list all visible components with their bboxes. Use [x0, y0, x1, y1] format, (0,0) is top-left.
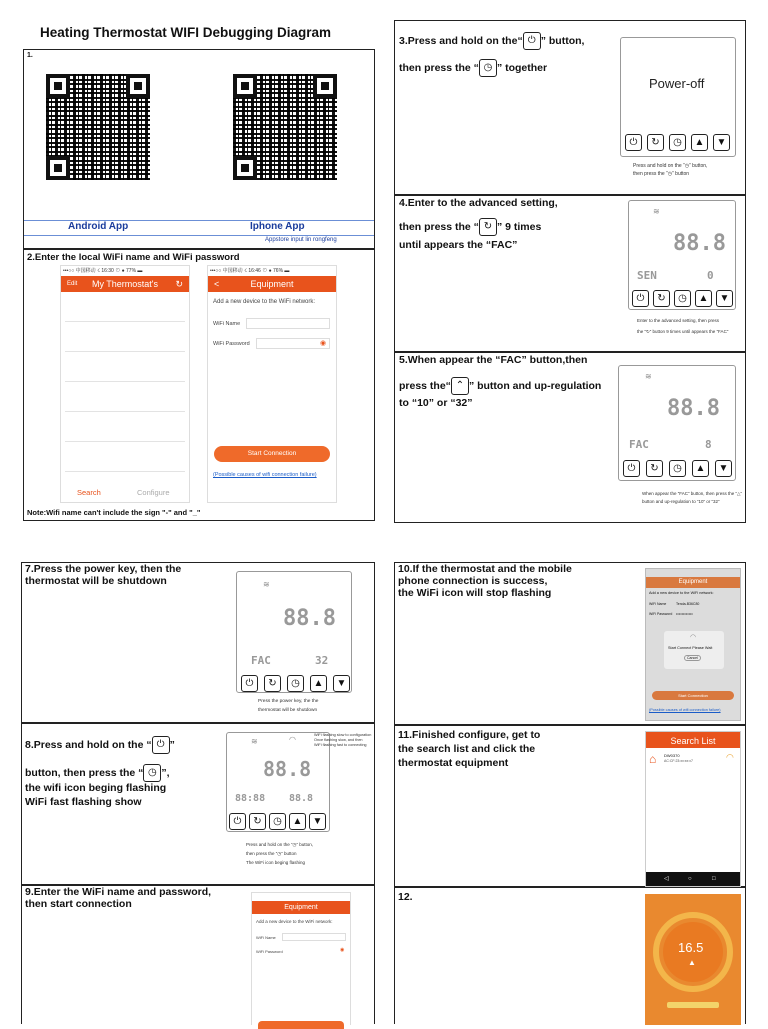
wifi-signal-icon: ◠	[726, 752, 734, 762]
wifi-icon: ◠	[690, 634, 697, 641]
cancel-button[interactable]: Cancel	[684, 655, 701, 661]
back-button[interactable]: <	[214, 279, 220, 289]
step5-line1: 5.When appear the “FAC” button,then	[399, 354, 588, 366]
screen-title: Equipment	[252, 901, 350, 914]
clock-button[interactable]: ◷	[269, 813, 286, 830]
thermostat-device	[628, 200, 736, 310]
up-button[interactable]: ▲	[691, 134, 708, 151]
failure-causes-link[interactable]: (Possible causes of wifi connection failure)	[213, 472, 317, 478]
power-icon: ⏻	[152, 736, 170, 754]
eye-icon[interactable]: ◉	[340, 947, 345, 953]
display-right: 32	[315, 654, 329, 667]
thermostat-device	[620, 37, 736, 157]
step10-line1: 10.If the thermostat and the mobile	[398, 563, 572, 575]
screen-title: Equipment	[250, 279, 294, 289]
nav-bar	[646, 872, 740, 886]
recent-icon[interactable]: □	[712, 876, 716, 882]
start-connection-button[interactable]: Start Connection	[652, 691, 734, 700]
thermostat-device: ≋ ◠ 88.8 88:88 88.8 ⏻ ↻ ◷ ▲ ▼	[226, 732, 330, 832]
power-button[interactable]: ⏻	[241, 675, 258, 692]
step5-panel: 5.When appear the “FAC” button,then press the“ ⌃ ” button and up-regulation to “10” or “32” ≋ 88.8 FAC 8 ⏻ ↻ ◷ ▲ ▼ When appear the “FAC” button, then press the “△” button and up-regulation to “10” or “32”	[394, 352, 746, 523]
clock-button[interactable]: ◷	[669, 460, 686, 477]
step8-line4: WiFi fast flashing show	[25, 796, 142, 808]
step9-line1: 9.Enter the WiFi name and password,	[25, 886, 212, 898]
start-connection-button[interactable]: Start Connection	[214, 446, 330, 462]
step4-line2: then press the “ ↻ ” 9 times	[399, 218, 541, 236]
step8-line2: button, then press the “ ◷ ”,	[25, 764, 170, 782]
step12-panel	[394, 887, 746, 1024]
down-button[interactable]: ▼	[333, 675, 350, 692]
wifi-name-input[interactable]	[282, 933, 346, 941]
configure-tab[interactable]: Configure	[137, 488, 170, 497]
temp-display: 88.8	[673, 231, 726, 256]
mode-button[interactable]: ↻	[646, 460, 663, 477]
flame-icon: ▲	[688, 958, 696, 967]
step7-line2: thermostat will be shutdown	[25, 575, 167, 587]
iphone-app-label: Iphone App	[250, 221, 305, 232]
step10-line2: phone connection is success,	[398, 575, 548, 587]
refresh-icon[interactable]: ↻	[175, 279, 183, 289]
start-connection-button[interactable]	[258, 1021, 344, 1029]
search-tab[interactable]: Search	[77, 488, 101, 497]
up-button[interactable]: ▲	[310, 675, 327, 692]
clock-icon: ◷	[143, 764, 161, 782]
clock-button[interactable]: ◷	[669, 134, 686, 151]
up-button[interactable]: ▲	[695, 290, 712, 307]
screen-title: Search List	[646, 732, 740, 748]
android-qr-code	[42, 70, 154, 184]
wifi-password-label: WiFi Password	[213, 341, 250, 347]
android-app-label: Android App	[68, 221, 129, 232]
down-button[interactable]: ▼	[716, 290, 733, 307]
step4-panel: 4.Enter to the advanced setting, then press the “ ↻ ” 9 times until appears the “FAC” ≋ 88.8 SEN 0 ⏻ ↻ ◷ ▲ ▼ Enter to the advanced setting, then press the “↻” button 9 times until appears the “FAC”	[394, 195, 746, 352]
step3-panel: 3.Press and hold on the“ ⏻ ” button, then press the “ ◷ ” together Power-off ⏻ ↻ ◷ ▲ ▼ Press and hold on the “◷” button, then press the “◷” button	[394, 20, 746, 195]
step8-panel: 8.Press and hold on the “ ⏻ ” button, then press the “ ◷ ”, the wifi icon beging flashing WiFi fast flashing show ≋ ◠ 88.8 88:88 88.8 ⏻ ↻ ◷ ▲ ▼ WiFi flashing slow to configuration Once flashing slow, and then WiFi flashing fast to connecting Press and hold on the “◷” button, then press the “◷” button The WiFi icon beging flashing	[21, 723, 375, 885]
search-list-screen: Search List ⌂ DW0370 AC:CF:23:xx:xx:x7 ◠ ◁ ○ □	[645, 731, 741, 887]
device-name[interactable]: DW0370	[664, 753, 680, 758]
step7-line1: 7.Press the power key, then the	[25, 563, 182, 575]
step2-heading: 2.Enter the local WiFi name and WiFi password	[27, 252, 240, 263]
step10-line3: the WiFi icon will stop flashing	[398, 587, 552, 599]
power-button[interactable]: ⏻	[632, 290, 649, 307]
step3-line1: 3.Press and hold on the“ ⏻ ” button,	[399, 32, 584, 50]
wifi-icon: ◠	[289, 735, 296, 744]
step11-panel	[394, 725, 746, 887]
mode-button[interactable]: ↻	[249, 813, 266, 830]
step2-note: Note:Wifi name can't include the sign "-" and "_"	[27, 508, 201, 517]
step12-number: 12.	[398, 891, 413, 903]
step1-panel	[23, 49, 375, 249]
power-icon: ⏻	[523, 32, 541, 50]
step8-line3: the wifi icon beging flashing	[25, 782, 167, 794]
clock-button[interactable]: ◷	[674, 290, 691, 307]
down-button[interactable]: ▼	[713, 134, 730, 151]
power-button[interactable]: ⏻	[623, 460, 640, 477]
wifi-name-input[interactable]	[246, 318, 330, 329]
wifi-name-label: WiFi Name	[213, 321, 241, 327]
down-button[interactable]: ▼	[309, 813, 326, 830]
thermostat-device: ≋ 88.8 FAC 32 ⏻ ↻ ◷ ▲ ▼	[236, 571, 352, 693]
down-button[interactable]: ▼	[715, 460, 732, 477]
display-right: 0	[707, 269, 714, 282]
mode-button[interactable]: ↻	[647, 134, 664, 151]
step9-line2: then start connection	[25, 898, 132, 910]
up-button[interactable]: ▲	[289, 813, 306, 830]
power-button[interactable]: ⏻	[229, 813, 246, 830]
power-button[interactable]: ⏻	[625, 134, 642, 151]
up-button[interactable]: ▲	[692, 460, 709, 477]
step3-line2: then press the “ ◷ ” together	[399, 59, 547, 77]
mode-button[interactable]: ↻	[653, 290, 670, 307]
step11-line2: the search list and click the	[398, 743, 536, 755]
temperature-value: 16.5	[678, 940, 704, 955]
display-left: FAC	[251, 654, 271, 667]
eye-icon[interactable]: ◉	[320, 340, 327, 347]
thermostat-control-screen	[645, 894, 741, 1025]
up-icon: ⌃	[451, 377, 469, 395]
display-left: FAC	[629, 438, 649, 451]
clock-icon: ◷	[479, 59, 497, 77]
step2-panel	[23, 249, 375, 521]
home-nav-icon[interactable]: ○	[688, 876, 692, 882]
flame-icon: ≋	[653, 207, 660, 216]
step11-line1: 11.Finished configure, get to	[398, 729, 541, 741]
step5-line3: to “10” or “32”	[399, 397, 473, 409]
thermostat-list-screen: •••○○ 中国移动 ☇ 16:30 ⊙ ● 77% ▬ Edit My Thermostat's ↻ Search Configure	[60, 265, 190, 503]
status-bar	[667, 1002, 719, 1008]
back-icon[interactable]: ◁	[664, 876, 669, 882]
iphone-app-note: Appstore input lin rongfeng	[265, 237, 337, 243]
failure-causes-link[interactable]: (Possible causes of wifi connection failure)	[649, 708, 721, 712]
step4-line1: 4.Enter to the advanced setting,	[399, 197, 558, 209]
mode-button[interactable]: ↻	[264, 675, 281, 692]
step8-line1: 8.Press and hold on the “ ⏻ ”	[25, 736, 175, 754]
step11-line3: thermostat equipment	[398, 757, 509, 769]
step10-panel	[394, 562, 746, 725]
thermostat-device: ≋ 88.8 FAC 8 ⏻ ↻ ◷ ▲ ▼	[618, 365, 736, 481]
step9-panel	[21, 885, 375, 1024]
display-right: 8	[705, 438, 712, 451]
home-icon: ⌂	[649, 752, 657, 766]
wifi-password-input[interactable]	[256, 338, 330, 349]
mode-icon: ↻	[479, 218, 497, 236]
display-left: 88:88	[235, 793, 266, 804]
clock-button[interactable]: ◷	[287, 675, 304, 692]
screen-title: My Thermostat's	[91, 279, 159, 289]
equipment-screen: •••○○ 中国移动 ☇ 16:46 ⊙ ● 76% ▬ < Equipment Add a new device to the WiFi network: WiFi Name WiFi Password ◉ Start Connection (Possible causes of wifi connection failure)	[207, 265, 337, 503]
page-title: Heating Thermostat WIFI Debugging Diagram	[40, 25, 332, 40]
connect-dialog: ◠ Start Connect Please Wait Cancel	[664, 631, 724, 669]
edit-button[interactable]: Edit	[67, 281, 78, 287]
equipment-screen: Equipment Add a new device to the WiFi network: WiFi Name WiFi Password ◉	[251, 892, 351, 1025]
add-device-text: Add a new device to the WiFi network:	[213, 299, 316, 305]
display-right: 88.8	[289, 793, 314, 804]
power-off-text: Power-off	[649, 76, 705, 91]
step1-number: 1.	[27, 52, 33, 59]
step7-panel: 7.Press the power key, then the thermostat will be shutdown ≋ 88.8 FAC 32 ⏻ ↻ ◷ ▲ ▼ Press the power key, the the thermostat will be shutdown	[21, 562, 375, 723]
iphone-qr-code	[229, 70, 341, 184]
display-left: SEN	[637, 269, 657, 282]
connecting-screen: Equipment Add a new device to the WiFi network: WiFi Name Tenda-B36C80 WiFi Password •••••••••••• ◠ Start Connect Please Wait Cancel Start Connection (Possible causes of wifi connection failure)	[645, 568, 741, 721]
step5-line2: press the“ ⌃ ” button and up-regulation	[399, 377, 601, 395]
step4-line3: until appears the “FAC”	[399, 239, 518, 251]
